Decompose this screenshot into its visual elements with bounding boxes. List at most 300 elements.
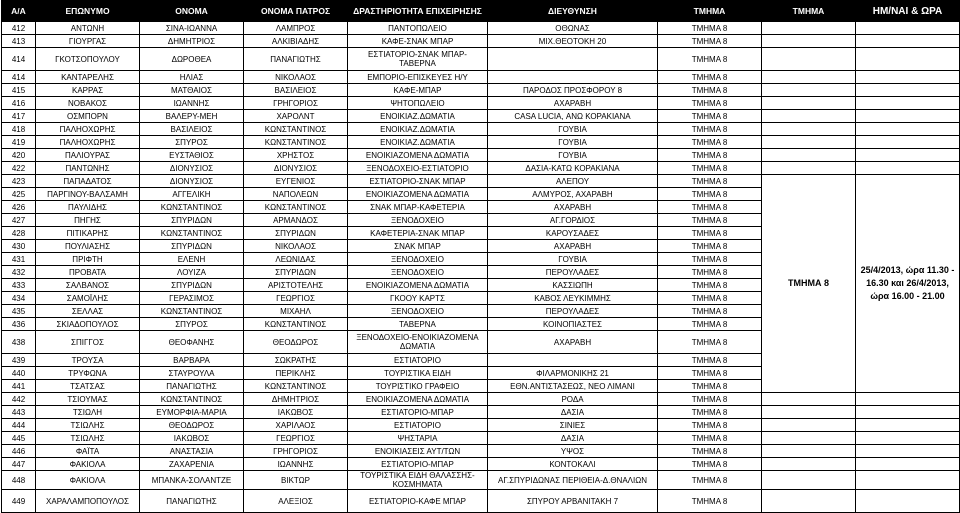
activity-cell: ΨΗΣΤΑΡΙΑ [348,432,488,445]
father-name-cell: ΧΑΡΟΛΝΤ [244,110,348,123]
address-cell: ΚΟΝΤΟΚΑΛΙ [488,458,658,471]
row-number: 438 [2,331,36,354]
row-number: 415 [2,84,36,97]
father-name-cell: ΕΥΓΕΝΙΟΣ [244,175,348,188]
row-number: 445 [2,432,36,445]
department-cell: ΤΜΗΜΑ 8 [658,162,762,175]
father-name-cell: ΓΕΩΡΓΙΟΣ [244,292,348,305]
address-cell: ΚΑΡΟΥΣΑΔΕΣ [488,227,658,240]
date-cell [856,97,960,110]
department-cell: ΤΜΗΜΑ 8 [658,354,762,367]
row-number: 418 [2,123,36,136]
name-cell: ΚΩΝΣΤΑΝΤΙΝΟΣ [140,201,244,214]
name-cell: ΚΩΝΣΤΑΝΤΙΝΟΣ [140,305,244,318]
date-cell [856,419,960,432]
father-name-cell: ΜΙΧΑΗΛ [244,305,348,318]
name-cell: ΛΟΥΙΖΑ [140,266,244,279]
address-cell: ΠΕΡΟΥΛΑΔΕΣ [488,266,658,279]
name-cell: ΔΙΟΝΥΣΙΟΣ [140,162,244,175]
department-cell: ΤΜΗΜΑ 8 [658,331,762,354]
activity-cell: ΕΝΟΙΚΙΑΖ.ΔΩΜΑΤΙΑ [348,123,488,136]
date-cell [856,110,960,123]
header-name: ΟΝΟΜΑ [140,1,244,22]
father-name-cell: ΓΡΗΓΟΡΙΟΣ [244,445,348,458]
date-cell [856,458,960,471]
surname-cell: ΚΑΝΤΑΡΕΛΗΣ [36,71,140,84]
header-dept: ΤΜΗΜΑ [658,1,762,22]
department-cell: ΤΜΗΜΑ 8 [658,393,762,406]
activity-cell: ΕΣΤΙΑΤΟΡΙΟ-ΜΠΑΡ [348,458,488,471]
name-cell: ΓΕΡΑΣΙΜΟΣ [140,292,244,305]
row-number: 426 [2,201,36,214]
activity-cell: ΞΕΝΟΔΟΧΕΙΟ [348,305,488,318]
surname-cell: ΣΑΛΒΑΝΟΣ [36,279,140,292]
department-cell: ΤΜΗΜΑ 8 [658,380,762,393]
surname-cell: ΣΠΙΓΓΟΣ [36,331,140,354]
name-cell: ΜΠΑΝΚΑ-ΣΟΛΑΝΤΖΕ [140,471,244,490]
activity-cell: ΨΗΤΟΠΩΛΕΙΟ [348,97,488,110]
dept-2-cell [762,35,856,48]
department-cell: ΤΜΗΜΑ 8 [658,458,762,471]
date-cell [856,149,960,162]
department-cell: ΤΜΗΜΑ 8 [658,292,762,305]
surname-cell: ΠΑΡΓΙΝΟΥ-ΒΑΛΣΑΜΗ [36,188,140,201]
address-cell: ΓΟΥΒΙΑ [488,253,658,266]
name-cell: ΑΓΓΕΛΙΚΗ [140,188,244,201]
department-cell: ΤΜΗΜΑ 8 [658,253,762,266]
row-number: 434 [2,292,36,305]
dept-2-cell [762,123,856,136]
surname-cell: ΤΣΙΩΛΗΣ [36,432,140,445]
merged-department-cell: ΤΜΗΜΑ 8 [762,175,856,393]
father-name-cell: ΓΡΗΓΟΡΙΟΣ [244,97,348,110]
row-number: 432 [2,266,36,279]
row-number: 444 [2,419,36,432]
father-name-cell: ΒΑΣΙΛΕΙΟΣ [244,84,348,97]
name-cell: ΣΤΑΥΡΟΥΛΑ [140,367,244,380]
name-cell: ΖΑΧΑΡΕΝΙΑ [140,458,244,471]
surname-cell: ΦΑΪΤΑ [36,445,140,458]
name-cell: ΗΛΙΑΣ [140,71,244,84]
father-name-cell: ΣΩΚΡΑΤΗΣ [244,354,348,367]
activity-cell: ΕΣΤΙΑΤΟΡΙΟ-ΣΝΑΚ ΜΠΑΡ-ΤΑΒΕΡΝΑ [348,48,488,71]
table-row [2,149,960,162]
name-cell: ΠΑΝΑΓΙΩΤΗΣ [140,490,244,513]
father-name-cell: ΛΑΜΠΡΟΣ [244,22,348,35]
surname-cell: ΝΟΒΑΚΟΣ [36,97,140,110]
dept-2-cell [762,136,856,149]
surname-cell: ΦΑΚΙΟΛΑ [36,471,140,490]
surname-cell: ΣΚΙΑΔΟΠΟΥΛΟΣ [36,318,140,331]
activity-cell: ΚΑΦΕ-ΜΠΑΡ [348,84,488,97]
table-row [2,471,960,490]
name-cell: ΕΥΣΤΑΘΙΟΣ [140,149,244,162]
dept-2-cell [762,393,856,406]
name-cell: ΣΠΥΡΙΔΩΝ [140,240,244,253]
date-cell [856,22,960,35]
date-cell [856,136,960,149]
table-row [2,458,960,471]
activity-cell: ΕΝΟΙΚΙΑΖ.ΔΩΜΑΤΙΑ [348,110,488,123]
activity-cell: ΕΣΤΙΑΤΟΡΙΟ [348,419,488,432]
row-number: 427 [2,214,36,227]
dept-2-cell [762,471,856,490]
header-dept-2: ΤΜΗΜΑ [762,1,856,22]
date-cell [856,84,960,97]
activity-cell: ΤΟΥΡΙΣΤΙΚΑ ΕΙΔΗ ΘΑΛΑΣΣΗΣ-ΚΟΣΜΗΜΑΤΑ [348,471,488,490]
header-surname: ΕΠΩΝΥΜΟ [36,1,140,22]
table-row [2,71,960,84]
name-cell: ΣΙΝΑ-ΙΩΑΝΝΑ [140,22,244,35]
father-name-cell: ΧΑΡΙΛΑΟΣ [244,419,348,432]
activity-cell: ΣΝΑΚ ΜΠΑΡ-ΚΑΦΕΤΕΡΙΑ [348,201,488,214]
dept-2-cell [762,22,856,35]
table-row [2,110,960,123]
row-number: 431 [2,253,36,266]
address-cell: ΜΙΧ.ΘΕΟΤΟΚΗ 20 [488,35,658,48]
row-number: 448 [2,471,36,490]
surname-cell: ΧΑΡΑΛΑΜΠΟΠΟΥΛΟΣ [36,490,140,513]
address-cell [488,354,658,367]
father-name-cell: ΑΛΚΙΒΙΑΔΗΣ [244,35,348,48]
table-row [2,136,960,149]
father-name-cell: ΓΕΩΡΓΙΟΣ [244,432,348,445]
name-cell: ΕΥΜΟΡΦΙΑ-ΜΑΡΙΑ [140,406,244,419]
dept-2-cell [762,48,856,71]
name-cell: ΘΕΟΦΑΝΗΣ [140,331,244,354]
table-row [2,48,960,71]
name-cell: ΒΑΡΒΑΡΑ [140,354,244,367]
activity-cell: ΤΟΥΡΙΣΤΙΚΑ ΕΙΔΗ [348,367,488,380]
address-cell: ΓΟΥΒΙΑ [488,123,658,136]
surname-cell: ΠΑΝΤΩΝΗΣ [36,162,140,175]
father-name-cell: ΚΩΝΣΤΑΝΤΙΝΟΣ [244,318,348,331]
name-cell: ΣΠΥΡΟΣ [140,136,244,149]
name-cell: ΣΠΥΡΙΔΩΝ [140,279,244,292]
address-cell: ΟΘΩΝΑΣ [488,22,658,35]
dept-2-cell [762,110,856,123]
surname-cell: ΦΑΚΙΟΛΑ [36,458,140,471]
table-row [2,162,960,175]
surname-cell: ΤΣΙΩΛΗ [36,406,140,419]
table-row [2,445,960,458]
surname-cell: ΤΣΙΩΛΗΣ [36,419,140,432]
department-cell: ΤΜΗΜΑ 8 [658,136,762,149]
father-name-cell: ΣΠΥΡΙΔΩΝ [244,227,348,240]
surname-cell: ΠΗΓΗΣ [36,214,140,227]
row-number: 428 [2,227,36,240]
dept-2-cell [762,84,856,97]
address-cell: ΣΠΥΡΟΥ ΑΡΒΑΝΙΤΑΚΗ 7 [488,490,658,513]
activity-cell: ΚΑΦΕΤΕΡΙΑ-ΣΝΑΚ ΜΠΑΡ [348,227,488,240]
department-cell: ΤΜΗΜΑ 8 [658,490,762,513]
department-cell: ΤΜΗΜΑ 8 [658,97,762,110]
table-row [2,490,960,513]
address-cell [488,71,658,84]
activity-cell: ΚΑΦΕ-ΣΝΑΚ ΜΠΑΡ [348,35,488,48]
address-cell: ΦΙΛΑΡΜΟΝΙΚΗΣ 21 [488,367,658,380]
department-cell: ΤΜΗΜΑ 8 [658,149,762,162]
father-name-cell: ΔΗΜΗΤΡΙΟΣ [244,393,348,406]
surname-cell: ΠΑΛΙΟΥΡΑΣ [36,149,140,162]
name-cell: ΘΕΟΔΩΡΟΣ [140,419,244,432]
surname-cell: ΓΙΟΥΡΓΑΣ [36,35,140,48]
department-cell: ΤΜΗΜΑ 8 [658,445,762,458]
address-cell: ΠΑΡΟΔΟΣ ΠΡΟΣΦΟΡΟΥ 8 [488,84,658,97]
department-cell: ΤΜΗΜΑ 8 [658,240,762,253]
address-cell: ΑΧΑΡΑΒΗ [488,240,658,253]
department-cell: ΤΜΗΜΑ 8 [658,188,762,201]
dept-2-cell [762,445,856,458]
address-cell: ΕΘΝ.ΑΝΤΙΣΤΑΣΕΩΣ, ΝΕΟ ΛΙΜΑΝΙ [488,380,658,393]
surname-cell: ΠΑΛΗΟΧΩΡΗΣ [36,136,140,149]
table-row [2,419,960,432]
activity-cell: ΕΣΤΙΑΤΟΡΙΟ-ΜΠΑΡ [348,406,488,419]
activity-cell: ΕΝΟΙΚΙΑΖΟΜΕΝΑ ΔΩΜΑΤΙΑ [348,149,488,162]
name-cell: ΔΩΡΟΘΕΑ [140,48,244,71]
activity-cell: ΕΝΟΙΚΙΑΖΟΜΕΝΑ ΔΩΜΑΤΙΑ [348,188,488,201]
dept-2-cell [762,490,856,513]
department-cell: ΤΜΗΜΑ 8 [658,22,762,35]
surname-cell: ΣΕΛΛΑΣ [36,305,140,318]
activity-cell: ΞΕΝΟΔΟΧΕΙΟ [348,214,488,227]
address-cell: ΚΟΙΝΟΠΙΑΣΤΕΣ [488,318,658,331]
row-number: 417 [2,110,36,123]
address-cell: CASA LUCIA, ΑΝΩ ΚΟΡΑΚΙΑΝΑ [488,110,658,123]
activity-cell: ΤΟΥΡΙΣΤΙΚΟ ΓΡΑΦΕΙΟ [348,380,488,393]
surname-cell: ΑΝΤΩΝΗ [36,22,140,35]
father-name-cell: ΔΙΟΝΥΣΙΟΣ [244,162,348,175]
dept-2-cell [762,162,856,175]
department-cell: ΤΜΗΜΑ 8 [658,266,762,279]
address-cell: ΔΑΣΙΑ-ΚΑΤΩ ΚΟΡΑΚΙΑΝΑ [488,162,658,175]
surname-cell: ΠΑΥΛΙΔΗΣ [36,201,140,214]
table-row [2,22,960,35]
department-cell: ΤΜΗΜΑ 8 [658,35,762,48]
date-cell [856,445,960,458]
address-cell: ΓΟΥΒΙΑ [488,136,658,149]
surname-cell: ΚΑΡΡΑΣ [36,84,140,97]
row-number: 419 [2,136,36,149]
father-name-cell: ΧΡΗΣΤΟΣ [244,149,348,162]
surname-cell: ΟΣΜΠΟΡΝ [36,110,140,123]
activity-cell: ΠΑΝΤΟΠΩΛΕΙΟ [348,22,488,35]
activity-cell: ΤΑΒΕΡΝΑ [348,318,488,331]
table-row [2,123,960,136]
activity-cell: ΕΣΤΙΑΤΟΡΙΟ-ΣΝΑΚ ΜΠΑΡ [348,175,488,188]
row-number: 442 [2,393,36,406]
activity-cell: ΕΣΤΙΑΤΟΡΙΟ-ΚΑΦΕ ΜΠΑΡ [348,490,488,513]
dept-2-cell [762,419,856,432]
dept-2-cell [762,458,856,471]
table-row [2,432,960,445]
header-date: ΗΜ/ΝΑΙ & ΩΡΑ [856,1,960,22]
name-cell: ΚΩΝΣΤΑΝΤΙΝΟΣ [140,227,244,240]
activity-cell: ΞΕΝΟΔΟΧΕΙΟ-ΕΣΤΙΑΤΟΡΙΟ [348,162,488,175]
department-cell: ΤΜΗΜΑ 8 [658,71,762,84]
address-cell: ΣΙΝΙΕΣ [488,419,658,432]
row-number: 447 [2,458,36,471]
father-name-cell: ΠΕΡΙΚΛΗΣ [244,367,348,380]
father-name-cell: ΑΡΙΣΤΟΤΕΛΗΣ [244,279,348,292]
dept-2-cell [762,432,856,445]
department-cell: ΤΜΗΜΑ 8 [658,318,762,331]
name-cell: ΙΩΑΝΝΗΣ [140,97,244,110]
department-cell: ΤΜΗΜΑ 8 [658,419,762,432]
surname-cell: ΠΡΟΒΑΤΑ [36,266,140,279]
row-number: 420 [2,149,36,162]
address-cell: ΑΓ.ΓΟΡΔΙΟΣ [488,214,658,227]
father-name-cell: ΙΩΑΝΝΗΣ [244,458,348,471]
row-number: 425 [2,188,36,201]
row-number: 449 [2,490,36,513]
address-cell: ΑΛΜΥΡΟΣ, ΑΧΑΡΑΒΗ [488,188,658,201]
address-cell: ΚΑΣΣΙΩΠΗ [488,279,658,292]
activity-cell: ΣΝΑΚ ΜΠΑΡ [348,240,488,253]
activity-cell: ΕΣΤΙΑΤΟΡΙΟ [348,354,488,367]
surname-cell: ΠΑΠΑΔΑΤΟΣ [36,175,140,188]
table-row [2,97,960,110]
father-name-cell: ΣΠΥΡΙΔΩΝ [244,266,348,279]
father-name-cell: ΒΙΚΤΩΡ [244,471,348,490]
date-cell [856,471,960,490]
surname-cell: ΠΟΥΛΙΑΣΗΣ [36,240,140,253]
name-cell: ΣΠΥΡΙΔΩΝ [140,214,244,227]
department-cell: ΤΜΗΜΑ 8 [658,110,762,123]
address-cell [488,48,658,71]
surname-cell: ΤΣΑΤΣΑΣ [36,380,140,393]
table-row [2,406,960,419]
father-name-cell: ΠΑΝΑΓΙΩΤΗΣ [244,48,348,71]
date-cell [856,71,960,84]
department-cell: ΤΜΗΜΑ 8 [658,227,762,240]
row-number: 414 [2,48,36,71]
date-cell [856,35,960,48]
date-cell [856,123,960,136]
surname-cell: ΠΙΤΙΚΑΡΗΣ [36,227,140,240]
father-name-cell: ΚΩΝΣΤΑΝΤΙΝΟΣ [244,136,348,149]
header-activity: ΔΡΑΣΤΗΡΙΟΤΗΤΑ ΕΠΙΧΕΙΡΗΣΗΣ [348,1,488,22]
address-cell: ΑΧΑΡΑΒΗ [488,331,658,354]
date-cell [856,48,960,71]
address-cell: ΥΨΟΣ [488,445,658,458]
dept-2-cell [762,149,856,162]
merged-date-time-cell: 25/4/2013, ώρα 11.30 - 16.30 και 26/4/2013, ώρα 16.00 - 21.00 [856,175,960,393]
address-cell: ΠΕΡΟΥΛΑΔΕΣ [488,305,658,318]
row-number: 412 [2,22,36,35]
activity-cell: ΞΕΝΟΔΟΧΕΙΟ [348,253,488,266]
name-cell: ΚΩΝΣΤΑΝΤΙΝΟΣ [140,393,244,406]
name-cell: ΜΑΤΘΑΙΟΣ [140,84,244,97]
row-number: 433 [2,279,36,292]
row-number: 423 [2,175,36,188]
department-cell: ΤΜΗΜΑ 8 [658,201,762,214]
surname-cell: ΤΡΥΦΩΝΑ [36,367,140,380]
date-cell [856,406,960,419]
father-name-cell: ΑΛΕΞΙΟΣ [244,490,348,513]
address-cell: ΑΛΕΠΟΥ [488,175,658,188]
surname-cell: ΣΑΜΟΪΛΗΣ [36,292,140,305]
activity-cell: ΞΕΝΟΔΟΧΕΙΟ-ΕΝΟΙΚΙΑΖΟΜΕΝΑ ΔΩΜΑΤΙΑ [348,331,488,354]
father-name-cell: ΛΕΩΝΙΔΑΣ [244,253,348,266]
activity-cell: ΕΜΠΟΡΙΟ-ΕΠΙΣΚΕΥΕΣ Η/Υ [348,71,488,84]
table-body [2,22,960,513]
row-number: 435 [2,305,36,318]
participants-table [1,0,960,513]
row-number: 416 [2,97,36,110]
row-number: 436 [2,318,36,331]
name-cell: ΒΑΛΕΡΥ-ΜΕΗ [140,110,244,123]
row-number: 446 [2,445,36,458]
date-cell [856,162,960,175]
address-cell: ΓΟΥΒΙΑ [488,149,658,162]
father-name-cell: ΝΙΚΟΛΑΟΣ [244,240,348,253]
row-number: 439 [2,354,36,367]
father-name-cell: ΙΑΚΩΒΟΣ [244,406,348,419]
table-row [2,35,960,48]
name-cell: ΔΗΜΗΤΡΙΟΣ [140,35,244,48]
surname-cell: ΠΡΙΦΤΗ [36,253,140,266]
surname-cell: ΠΑΛΗΟΧΩΡΗΣ [36,123,140,136]
department-cell: ΤΜΗΜΑ 8 [658,406,762,419]
address-cell: ΡΟΔΑ [488,393,658,406]
table-row [2,393,960,406]
date-cell [856,490,960,513]
surname-cell: ΓΚΟΤΣΟΠΟΥΛΟΥ [36,48,140,71]
surname-cell: ΤΡΟΥΣΑ [36,354,140,367]
activity-cell: ΕΝΟΙΚΙΑΖΟΜΕΝΑ ΔΩΜΑΤΙΑ [348,279,488,292]
department-cell: ΤΜΗΜΑ 8 [658,84,762,97]
activity-cell: ΕΝΟΙΚΙΑΖ.ΔΩΜΑΤΙΑ [348,136,488,149]
date-cell [856,432,960,445]
address-cell: ΚΑΒΟΣ ΛΕΥΚΙΜΜΗΣ [488,292,658,305]
address-cell: ΑΧΑΡΑΒΗ [488,201,658,214]
department-cell: ΤΜΗΜΑ 8 [658,214,762,227]
row-number: 422 [2,162,36,175]
row-number: 413 [2,35,36,48]
father-name-cell: ΘΕΟΔΩΡΟΣ [244,331,348,354]
header-father: ΟΝΟΜΑ ΠΑΤΡΟΣ [244,1,348,22]
father-name-cell: ΚΩΝΣΤΑΝΤΙΝΟΣ [244,380,348,393]
department-cell: ΤΜΗΜΑ 8 [658,279,762,292]
name-cell: ΒΑΣΙΛΕΙΟΣ [140,123,244,136]
department-cell: ΤΜΗΜΑ 8 [658,175,762,188]
name-cell: ΕΛΕΝΗ [140,253,244,266]
address-cell: ΑΧΑΡΑΒΗ [488,97,658,110]
header-row [2,1,960,22]
father-name-cell: ΚΩΝΣΤΑΝΤΙΝΟΣ [244,201,348,214]
surname-cell: ΤΣΙΟΥΜΑΣ [36,393,140,406]
dept-2-cell [762,406,856,419]
name-cell: ΣΠΥΡΟΣ [140,318,244,331]
header-aa: Α/Α [2,1,36,22]
name-cell: ΔΙΟΝΥΣΙΟΣ [140,175,244,188]
name-cell: ΠΑΝΑΓΙΩΤΗΣ [140,380,244,393]
address-cell: ΔΑΣΙΑ [488,432,658,445]
address-cell: ΑΓ.ΣΠΥΡΙΔΩΝΑΣ ΠΕΡΙΘΕΙΑ-Δ.ΘΝΑΛΙΩΝ [488,471,658,490]
row-number: 441 [2,380,36,393]
activity-cell: ΕΝΟΙΚΙΑΣΕΙΣ ΑΥΤ/ΤΩΝ [348,445,488,458]
row-number: 414 [2,71,36,84]
department-cell: ΤΜΗΜΑ 8 [658,432,762,445]
address-cell: ΔΑΣΙΑ [488,406,658,419]
activity-cell: ΕΝΟΙΚΙΑΖΟΜΕΝΑ ΔΩΜΑΤΙΑ [348,393,488,406]
department-cell: ΤΜΗΜΑ 8 [658,471,762,490]
department-cell: ΤΜΗΜΑ 8 [658,123,762,136]
father-name-cell: ΝΙΚΟΛΑΟΣ [244,71,348,84]
department-cell: ΤΜΗΜΑ 8 [658,48,762,71]
father-name-cell: ΑΡΜΑΝΔΟΣ [244,214,348,227]
